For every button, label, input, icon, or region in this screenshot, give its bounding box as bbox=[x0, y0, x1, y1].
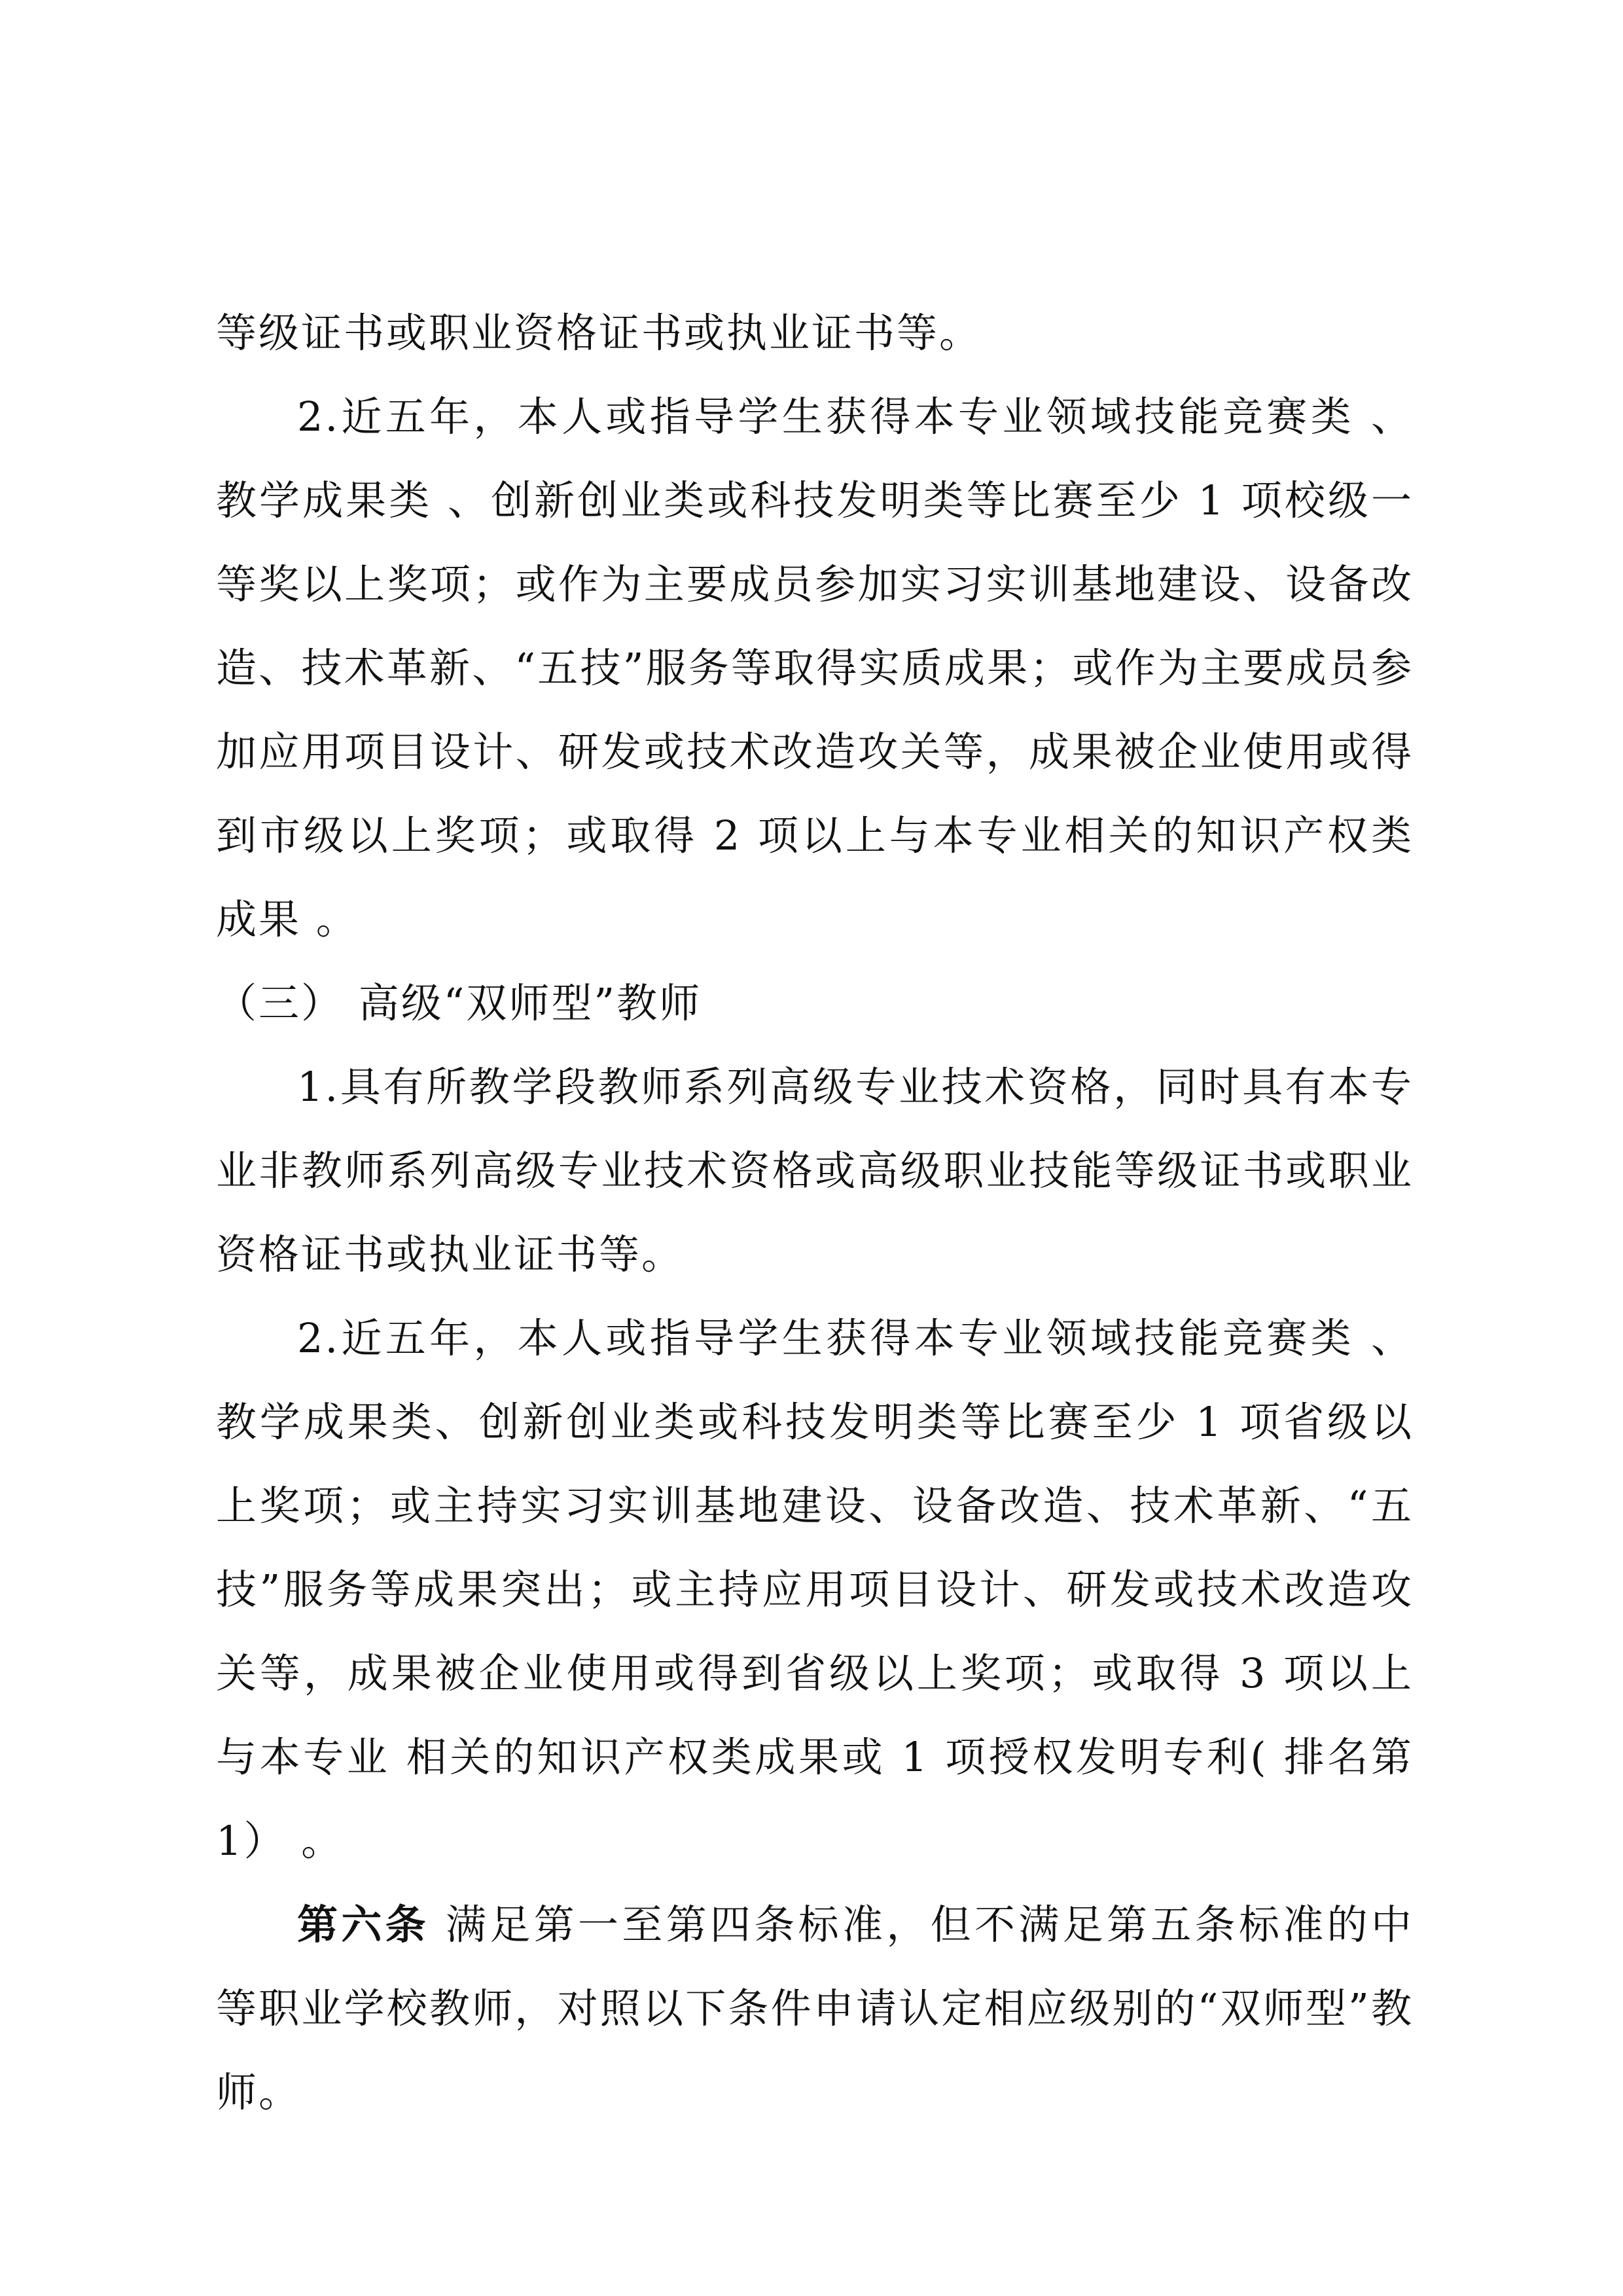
section-heading-senior-dual-teacher: （三） 高级“双师型”教师 bbox=[216, 979, 702, 1027]
paragraph-item-2-senior: 2.近五年，本人或指导学生获得本专业领域技能竞赛类 、教学成果类、创新创业类或科技发明类等比赛至少 1 项省级以上奖项；或主持实习实训基地建设、设备改造、技术革新、“五技”服务等成果突出；或主持应用项目设计、研发或技术改造攻关等，成果被企业使用或得到省级以上奖项；或取得 3 项以上与本专业 相关的知识产权类成果或 1 项授权发明专利( 排名第 1） 。 bbox=[216, 1314, 1414, 1865]
article-6-text: 满足第一至第四条标准，但不满足第五条标准的中等职业学校教师，对照以下条件申请认定相应级别的“双师型”教师。 bbox=[216, 1901, 1414, 2116]
paragraph-continuation: 等级证书或职业资格证书或执业证书等。 bbox=[216, 309, 982, 357]
paragraph-item-1-senior: 1.具有所教学段教师系列高级专业技术资格，同时具有本专业非教师系列高级专业技术资格或高级职业技能等级证书或职业资格证书或执业证书等。 bbox=[216, 1063, 1414, 1278]
article-6-label: 第六条 bbox=[297, 1901, 429, 1948]
document-body bbox=[216, 291, 1414, 2134]
paragraph-article-6 bbox=[216, 1883, 1414, 2134]
paragraph-item-2-intermediate: 2.近五年，本人或指导学生获得本专业领域技能竞赛类 、教学成果类 、创新创业类或科技发明类等比赛至少 1 项校级一等奖以上奖项；或作为主要成员参加实习实训基地建设、设备改造、技术革新、“五技”服务等取得实质成果；或作为主要成员参加应用项目设计、研发或技术改造攻关等，成果被企业使用或得到市级以上奖项；或取得 2 项以上与本专业相关的知识产权类成果 。 bbox=[216, 393, 1414, 943]
